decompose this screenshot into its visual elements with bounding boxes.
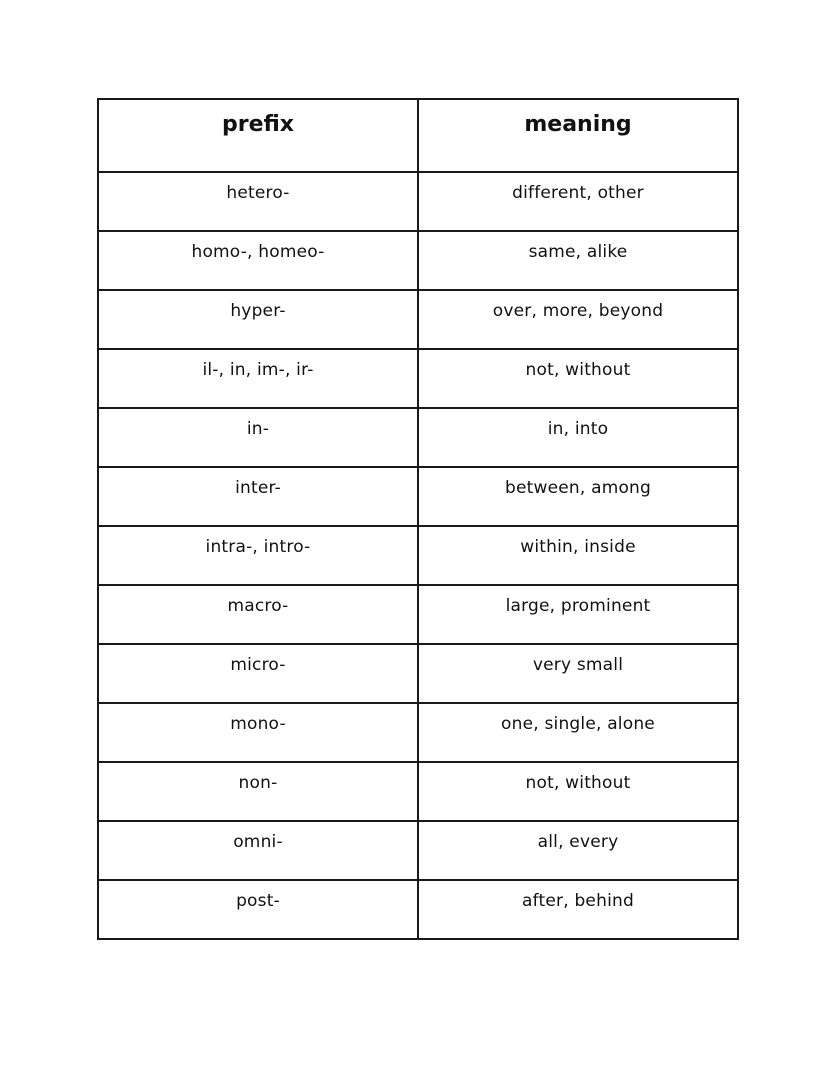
column-header-prefix: prefix [98,99,418,172]
table-row [98,467,738,526]
meaning-cell: in, into [418,408,738,467]
meaning-cell: one, single, alone [418,703,738,762]
prefix-cell: homo-, homeo- [98,231,418,290]
meaning-cell: same, alike [418,231,738,290]
meaning-cell: not, without [418,349,738,408]
table-row [98,408,738,467]
prefix-cell: hetero- [98,172,418,231]
prefix-cell: omni- [98,821,418,880]
table-row [98,231,738,290]
meaning-cell: different, other [418,172,738,231]
table-row [98,585,738,644]
prefix-cell: macro- [98,585,418,644]
table-row [98,644,738,703]
meaning-cell: within, inside [418,526,738,585]
meaning-cell: all, every [418,821,738,880]
table-row [98,290,738,349]
table-row [98,172,738,231]
prefix-meaning-table [97,98,739,940]
prefix-cell: il-, in, im-, ir- [98,349,418,408]
table-row [98,703,738,762]
table-header-row [98,99,738,172]
prefix-cell: inter- [98,467,418,526]
meaning-cell: large, prominent [418,585,738,644]
table-row [98,762,738,821]
prefix-cell: micro- [98,644,418,703]
table-row [98,821,738,880]
prefix-cell: non- [98,762,418,821]
meaning-cell: between, among [418,467,738,526]
prefix-cell: mono- [98,703,418,762]
table-row [98,880,738,939]
prefix-cell: in- [98,408,418,467]
table-row [98,349,738,408]
prefix-cell: post- [98,880,418,939]
meaning-cell: over, more, beyond [418,290,738,349]
column-header-meaning: meaning [418,99,738,172]
prefix-cell: intra-, intro- [98,526,418,585]
meaning-cell: not, without [418,762,738,821]
meaning-cell: very small [418,644,738,703]
table-row [98,526,738,585]
meaning-cell: after, behind [418,880,738,939]
prefix-cell: hyper- [98,290,418,349]
